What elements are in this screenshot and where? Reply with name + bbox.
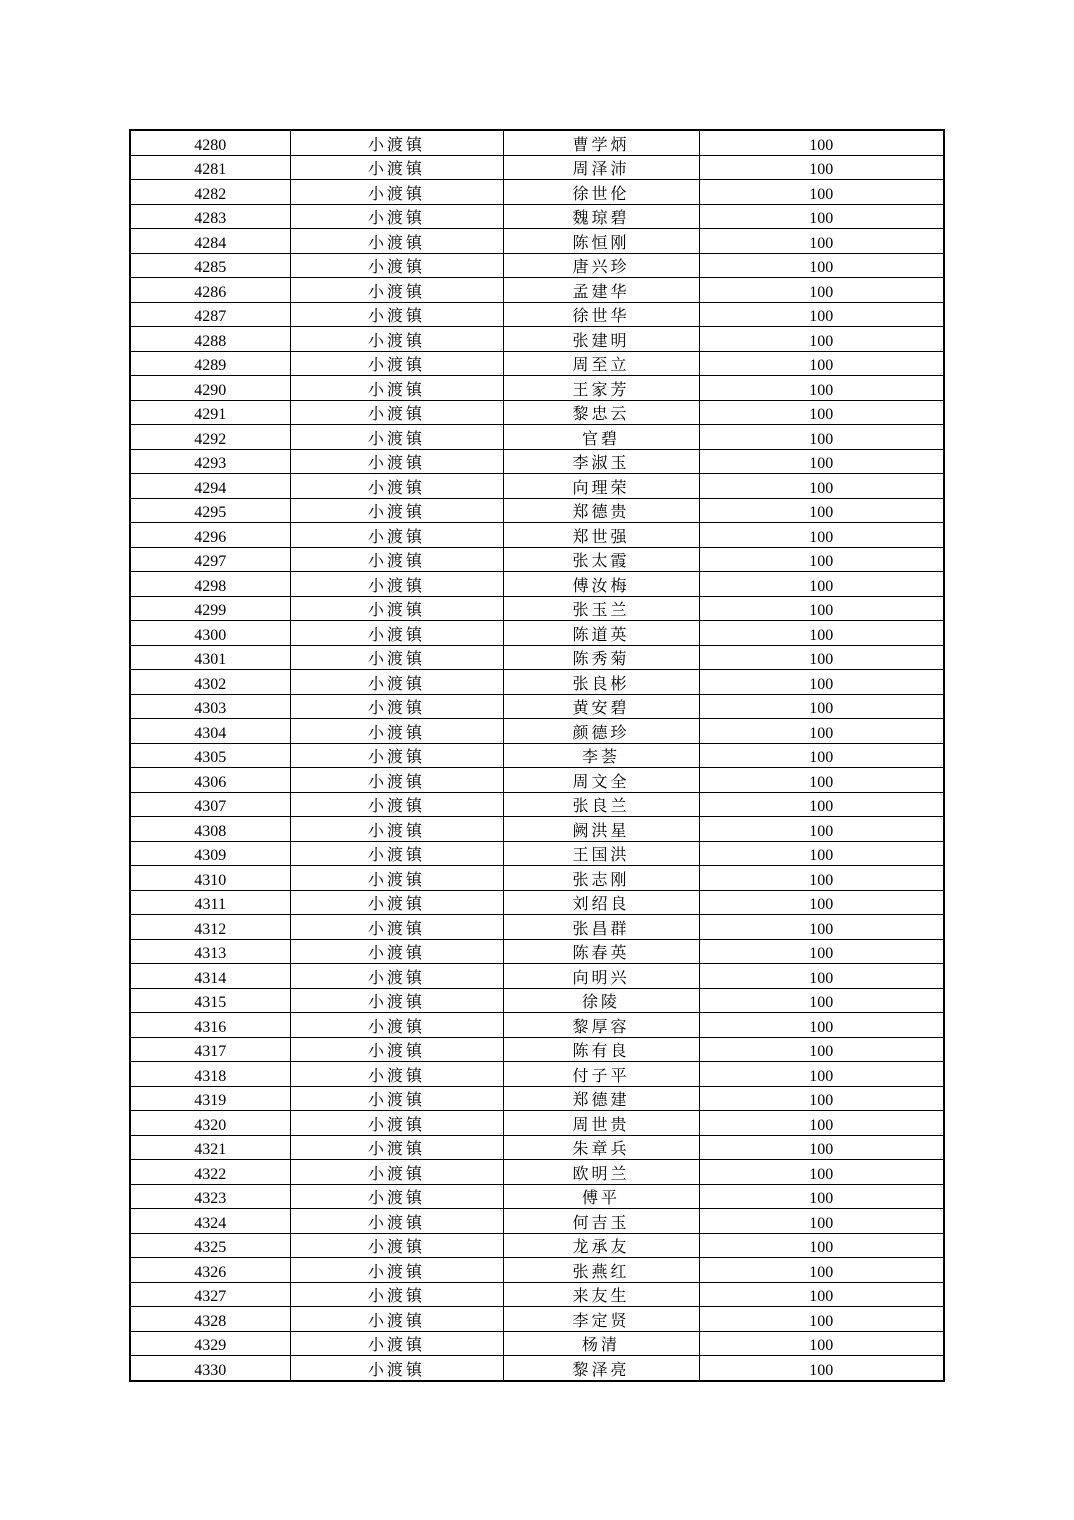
table-row bbox=[130, 1184, 944, 1209]
town-cell: 小渡镇 bbox=[290, 792, 503, 817]
serial-number-cell: 4287 bbox=[130, 302, 290, 327]
town-cell: 小渡镇 bbox=[290, 1013, 503, 1038]
town-cell: 小渡镇 bbox=[290, 400, 503, 425]
person-name-cell: 魏琼碧 bbox=[503, 204, 699, 229]
amount-cell: 100 bbox=[699, 327, 944, 352]
person-name-cell: 何吉玉 bbox=[503, 1209, 699, 1234]
serial-number-cell: 4305 bbox=[130, 743, 290, 768]
person-name-cell: 周泽沛 bbox=[503, 155, 699, 180]
serial-number-cell: 4303 bbox=[130, 694, 290, 719]
person-name-cell: 孟建华 bbox=[503, 278, 699, 303]
serial-number-cell: 4314 bbox=[130, 964, 290, 989]
town-cell: 小渡镇 bbox=[290, 278, 503, 303]
serial-number-cell: 4291 bbox=[130, 400, 290, 425]
serial-number-cell: 4321 bbox=[130, 1135, 290, 1160]
town-cell: 小渡镇 bbox=[290, 327, 503, 352]
serial-number-cell: 4288 bbox=[130, 327, 290, 352]
amount-cell: 100 bbox=[699, 645, 944, 670]
amount-cell: 100 bbox=[699, 1086, 944, 1111]
town-cell: 小渡镇 bbox=[290, 743, 503, 768]
amount-cell: 100 bbox=[699, 1135, 944, 1160]
town-cell: 小渡镇 bbox=[290, 596, 503, 621]
serial-number-cell: 4281 bbox=[130, 155, 290, 180]
person-name-cell: 李荟 bbox=[503, 743, 699, 768]
table-row bbox=[130, 351, 944, 376]
person-name-cell: 陈秀菊 bbox=[503, 645, 699, 670]
serial-number-cell: 4326 bbox=[130, 1258, 290, 1283]
person-name-cell: 来友生 bbox=[503, 1282, 699, 1307]
town-cell: 小渡镇 bbox=[290, 1184, 503, 1209]
person-name-cell: 张玉兰 bbox=[503, 596, 699, 621]
table-row bbox=[130, 1356, 944, 1381]
town-cell: 小渡镇 bbox=[290, 572, 503, 597]
town-cell: 小渡镇 bbox=[290, 474, 503, 499]
person-name-cell: 颜德珍 bbox=[503, 719, 699, 744]
person-name-cell: 张良兰 bbox=[503, 792, 699, 817]
person-name-cell: 付子平 bbox=[503, 1062, 699, 1087]
person-name-cell: 张昌群 bbox=[503, 915, 699, 940]
town-cell: 小渡镇 bbox=[290, 1135, 503, 1160]
town-cell: 小渡镇 bbox=[290, 939, 503, 964]
person-name-cell: 欧明兰 bbox=[503, 1160, 699, 1185]
town-cell: 小渡镇 bbox=[290, 866, 503, 891]
amount-cell: 100 bbox=[699, 1037, 944, 1062]
table-row bbox=[130, 1307, 944, 1332]
table-row bbox=[130, 890, 944, 915]
person-name-cell: 王家芳 bbox=[503, 376, 699, 401]
serial-number-cell: 4289 bbox=[130, 351, 290, 376]
amount-cell: 100 bbox=[699, 1013, 944, 1038]
amount-cell: 100 bbox=[699, 130, 944, 155]
person-name-cell: 刘绍良 bbox=[503, 890, 699, 915]
serial-number-cell: 4280 bbox=[130, 130, 290, 155]
amount-cell: 100 bbox=[699, 229, 944, 254]
table-row bbox=[130, 670, 944, 695]
serial-number-cell: 4308 bbox=[130, 817, 290, 842]
serial-number-cell: 4293 bbox=[130, 449, 290, 474]
town-cell: 小渡镇 bbox=[290, 1209, 503, 1234]
serial-number-cell: 4325 bbox=[130, 1233, 290, 1258]
amount-cell: 100 bbox=[699, 694, 944, 719]
serial-number-cell: 4317 bbox=[130, 1037, 290, 1062]
person-name-cell: 官碧 bbox=[503, 425, 699, 450]
person-name-cell: 朱章兵 bbox=[503, 1135, 699, 1160]
table-row bbox=[130, 400, 944, 425]
amount-cell: 100 bbox=[699, 939, 944, 964]
amount-cell: 100 bbox=[699, 768, 944, 793]
person-name-cell: 陈有良 bbox=[503, 1037, 699, 1062]
amount-cell: 100 bbox=[699, 498, 944, 523]
town-cell: 小渡镇 bbox=[290, 253, 503, 278]
person-name-cell: 李淑玉 bbox=[503, 449, 699, 474]
table-row bbox=[130, 1062, 944, 1087]
serial-number-cell: 4318 bbox=[130, 1062, 290, 1087]
serial-number-cell: 4285 bbox=[130, 253, 290, 278]
table-row bbox=[130, 376, 944, 401]
amount-cell: 100 bbox=[699, 866, 944, 891]
amount-cell: 100 bbox=[699, 351, 944, 376]
person-name-cell: 杨清 bbox=[503, 1331, 699, 1356]
person-name-cell: 陈春英 bbox=[503, 939, 699, 964]
town-cell: 小渡镇 bbox=[290, 1037, 503, 1062]
person-name-cell: 傅平 bbox=[503, 1184, 699, 1209]
serial-number-cell: 4295 bbox=[130, 498, 290, 523]
serial-number-cell: 4329 bbox=[130, 1331, 290, 1356]
table-row bbox=[130, 302, 944, 327]
amount-cell: 100 bbox=[699, 425, 944, 450]
town-cell: 小渡镇 bbox=[290, 841, 503, 866]
amount-cell: 100 bbox=[699, 302, 944, 327]
table-row bbox=[130, 645, 944, 670]
table-row bbox=[130, 1111, 944, 1136]
amount-cell: 100 bbox=[699, 1062, 944, 1087]
table-row bbox=[130, 425, 944, 450]
serial-number-cell: 4297 bbox=[130, 547, 290, 572]
serial-number-cell: 4312 bbox=[130, 915, 290, 940]
table-row bbox=[130, 1233, 944, 1258]
town-cell: 小渡镇 bbox=[290, 425, 503, 450]
table-row bbox=[130, 939, 944, 964]
amount-cell: 100 bbox=[699, 474, 944, 499]
table-row bbox=[130, 572, 944, 597]
table-row bbox=[130, 866, 944, 891]
amount-cell: 100 bbox=[699, 670, 944, 695]
person-name-cell: 周文全 bbox=[503, 768, 699, 793]
amount-cell: 100 bbox=[699, 1209, 944, 1234]
serial-number-cell: 4296 bbox=[130, 523, 290, 548]
serial-number-cell: 4309 bbox=[130, 841, 290, 866]
town-cell: 小渡镇 bbox=[290, 302, 503, 327]
town-cell: 小渡镇 bbox=[290, 547, 503, 572]
person-name-cell: 张燕红 bbox=[503, 1258, 699, 1283]
serial-number-cell: 4327 bbox=[130, 1282, 290, 1307]
town-cell: 小渡镇 bbox=[290, 719, 503, 744]
table-row bbox=[130, 1135, 944, 1160]
town-cell: 小渡镇 bbox=[290, 523, 503, 548]
table-row bbox=[130, 1209, 944, 1234]
town-cell: 小渡镇 bbox=[290, 130, 503, 155]
town-cell: 小渡镇 bbox=[290, 229, 503, 254]
table-row bbox=[130, 204, 944, 229]
table-row bbox=[130, 596, 944, 621]
person-name-cell: 徐世伦 bbox=[503, 180, 699, 205]
table-row bbox=[130, 474, 944, 499]
person-name-cell: 龙承友 bbox=[503, 1233, 699, 1258]
town-cell: 小渡镇 bbox=[290, 376, 503, 401]
serial-number-cell: 4313 bbox=[130, 939, 290, 964]
person-name-cell: 徐世华 bbox=[503, 302, 699, 327]
person-name-cell: 黎泽亮 bbox=[503, 1356, 699, 1381]
amount-cell: 100 bbox=[699, 449, 944, 474]
town-cell: 小渡镇 bbox=[290, 1258, 503, 1283]
serial-number-cell: 4283 bbox=[130, 204, 290, 229]
table-row bbox=[130, 327, 944, 352]
town-cell: 小渡镇 bbox=[290, 1307, 503, 1332]
person-name-cell: 陈道英 bbox=[503, 621, 699, 646]
town-cell: 小渡镇 bbox=[290, 988, 503, 1013]
table-row bbox=[130, 229, 944, 254]
person-name-cell: 黎厚容 bbox=[503, 1013, 699, 1038]
amount-cell: 100 bbox=[699, 596, 944, 621]
amount-cell: 100 bbox=[699, 523, 944, 548]
person-name-cell: 唐兴珍 bbox=[503, 253, 699, 278]
town-cell: 小渡镇 bbox=[290, 915, 503, 940]
amount-cell: 100 bbox=[699, 743, 944, 768]
person-name-cell: 郑世强 bbox=[503, 523, 699, 548]
serial-number-cell: 4310 bbox=[130, 866, 290, 891]
table-row bbox=[130, 964, 944, 989]
serial-number-cell: 4284 bbox=[130, 229, 290, 254]
amount-cell: 100 bbox=[699, 1307, 944, 1332]
serial-number-cell: 4286 bbox=[130, 278, 290, 303]
town-cell: 小渡镇 bbox=[290, 155, 503, 180]
table-row bbox=[130, 743, 944, 768]
town-cell: 小渡镇 bbox=[290, 1356, 503, 1381]
amount-cell: 100 bbox=[699, 988, 944, 1013]
amount-cell: 100 bbox=[699, 1233, 944, 1258]
person-name-cell: 张建明 bbox=[503, 327, 699, 352]
amount-cell: 100 bbox=[699, 572, 944, 597]
serial-number-cell: 4298 bbox=[130, 572, 290, 597]
amount-cell: 100 bbox=[699, 1184, 944, 1209]
person-name-cell: 陈恒刚 bbox=[503, 229, 699, 254]
amount-cell: 100 bbox=[699, 253, 944, 278]
person-name-cell: 向明兴 bbox=[503, 964, 699, 989]
town-cell: 小渡镇 bbox=[290, 1233, 503, 1258]
amount-cell: 100 bbox=[699, 792, 944, 817]
person-name-cell: 李定贤 bbox=[503, 1307, 699, 1332]
person-name-cell: 王国洪 bbox=[503, 841, 699, 866]
amount-cell: 100 bbox=[699, 841, 944, 866]
person-name-cell: 傅汝梅 bbox=[503, 572, 699, 597]
person-name-cell: 阙洪星 bbox=[503, 817, 699, 842]
amount-cell: 100 bbox=[699, 1258, 944, 1283]
table-row bbox=[130, 841, 944, 866]
table-row bbox=[130, 792, 944, 817]
serial-number-cell: 4330 bbox=[130, 1356, 290, 1381]
subsidy-table bbox=[129, 129, 945, 1382]
serial-number-cell: 4306 bbox=[130, 768, 290, 793]
table-row bbox=[130, 915, 944, 940]
town-cell: 小渡镇 bbox=[290, 1160, 503, 1185]
serial-number-cell: 4304 bbox=[130, 719, 290, 744]
town-cell: 小渡镇 bbox=[290, 449, 503, 474]
serial-number-cell: 4302 bbox=[130, 670, 290, 695]
amount-cell: 100 bbox=[699, 1111, 944, 1136]
table-row bbox=[130, 1037, 944, 1062]
person-name-cell: 郑德贵 bbox=[503, 498, 699, 523]
person-name-cell: 徐陵 bbox=[503, 988, 699, 1013]
person-name-cell: 张良彬 bbox=[503, 670, 699, 695]
amount-cell: 100 bbox=[699, 376, 944, 401]
serial-number-cell: 4319 bbox=[130, 1086, 290, 1111]
amount-cell: 100 bbox=[699, 204, 944, 229]
serial-number-cell: 4300 bbox=[130, 621, 290, 646]
serial-number-cell: 4324 bbox=[130, 1209, 290, 1234]
table-row bbox=[130, 988, 944, 1013]
table-row bbox=[130, 498, 944, 523]
serial-number-cell: 4322 bbox=[130, 1160, 290, 1185]
town-cell: 小渡镇 bbox=[290, 817, 503, 842]
serial-number-cell: 4299 bbox=[130, 596, 290, 621]
table-row bbox=[130, 449, 944, 474]
amount-cell: 100 bbox=[699, 278, 944, 303]
town-cell: 小渡镇 bbox=[290, 694, 503, 719]
person-name-cell: 曹学炳 bbox=[503, 130, 699, 155]
town-cell: 小渡镇 bbox=[290, 621, 503, 646]
town-cell: 小渡镇 bbox=[290, 670, 503, 695]
amount-cell: 100 bbox=[699, 547, 944, 572]
person-name-cell: 张志刚 bbox=[503, 866, 699, 891]
table-row bbox=[130, 719, 944, 744]
amount-cell: 100 bbox=[699, 621, 944, 646]
town-cell: 小渡镇 bbox=[290, 498, 503, 523]
table-row bbox=[130, 1282, 944, 1307]
town-cell: 小渡镇 bbox=[290, 1062, 503, 1087]
person-name-cell: 向理荣 bbox=[503, 474, 699, 499]
table-row bbox=[130, 1160, 944, 1185]
town-cell: 小渡镇 bbox=[290, 890, 503, 915]
town-cell: 小渡镇 bbox=[290, 351, 503, 376]
table-row bbox=[130, 1331, 944, 1356]
person-name-cell: 黄安碧 bbox=[503, 694, 699, 719]
table-row bbox=[130, 694, 944, 719]
table-row bbox=[130, 155, 944, 180]
amount-cell: 100 bbox=[699, 964, 944, 989]
amount-cell: 100 bbox=[699, 1282, 944, 1307]
table-row bbox=[130, 523, 944, 548]
town-cell: 小渡镇 bbox=[290, 1086, 503, 1111]
serial-number-cell: 4316 bbox=[130, 1013, 290, 1038]
amount-cell: 100 bbox=[699, 1356, 944, 1381]
amount-cell: 100 bbox=[699, 890, 944, 915]
amount-cell: 100 bbox=[699, 817, 944, 842]
table-row bbox=[130, 621, 944, 646]
table-row bbox=[130, 547, 944, 572]
table-row bbox=[130, 817, 944, 842]
amount-cell: 100 bbox=[699, 1160, 944, 1185]
table-row bbox=[130, 253, 944, 278]
serial-number-cell: 4294 bbox=[130, 474, 290, 499]
table-row bbox=[130, 1258, 944, 1283]
amount-cell: 100 bbox=[699, 155, 944, 180]
amount-cell: 100 bbox=[699, 719, 944, 744]
serial-number-cell: 4301 bbox=[130, 645, 290, 670]
town-cell: 小渡镇 bbox=[290, 1111, 503, 1136]
serial-number-cell: 4320 bbox=[130, 1111, 290, 1136]
table-row bbox=[130, 1013, 944, 1038]
person-name-cell: 张太霞 bbox=[503, 547, 699, 572]
serial-number-cell: 4323 bbox=[130, 1184, 290, 1209]
town-cell: 小渡镇 bbox=[290, 645, 503, 670]
town-cell: 小渡镇 bbox=[290, 964, 503, 989]
amount-cell: 100 bbox=[699, 400, 944, 425]
table-row bbox=[130, 180, 944, 205]
serial-number-cell: 4290 bbox=[130, 376, 290, 401]
table-body bbox=[130, 130, 944, 1381]
person-name-cell: 周世贵 bbox=[503, 1111, 699, 1136]
table-row bbox=[130, 130, 944, 155]
serial-number-cell: 4307 bbox=[130, 792, 290, 817]
amount-cell: 100 bbox=[699, 915, 944, 940]
serial-number-cell: 4292 bbox=[130, 425, 290, 450]
table-row bbox=[130, 278, 944, 303]
town-cell: 小渡镇 bbox=[290, 768, 503, 793]
person-name-cell: 黎忠云 bbox=[503, 400, 699, 425]
person-name-cell: 郑德建 bbox=[503, 1086, 699, 1111]
table-row bbox=[130, 1086, 944, 1111]
serial-number-cell: 4311 bbox=[130, 890, 290, 915]
amount-cell: 100 bbox=[699, 180, 944, 205]
amount-cell: 100 bbox=[699, 1331, 944, 1356]
table-row bbox=[130, 768, 944, 793]
town-cell: 小渡镇 bbox=[290, 180, 503, 205]
serial-number-cell: 4315 bbox=[130, 988, 290, 1013]
serial-number-cell: 4328 bbox=[130, 1307, 290, 1332]
town-cell: 小渡镇 bbox=[290, 1282, 503, 1307]
serial-number-cell: 4282 bbox=[130, 180, 290, 205]
town-cell: 小渡镇 bbox=[290, 204, 503, 229]
person-name-cell: 周至立 bbox=[503, 351, 699, 376]
town-cell: 小渡镇 bbox=[290, 1331, 503, 1356]
